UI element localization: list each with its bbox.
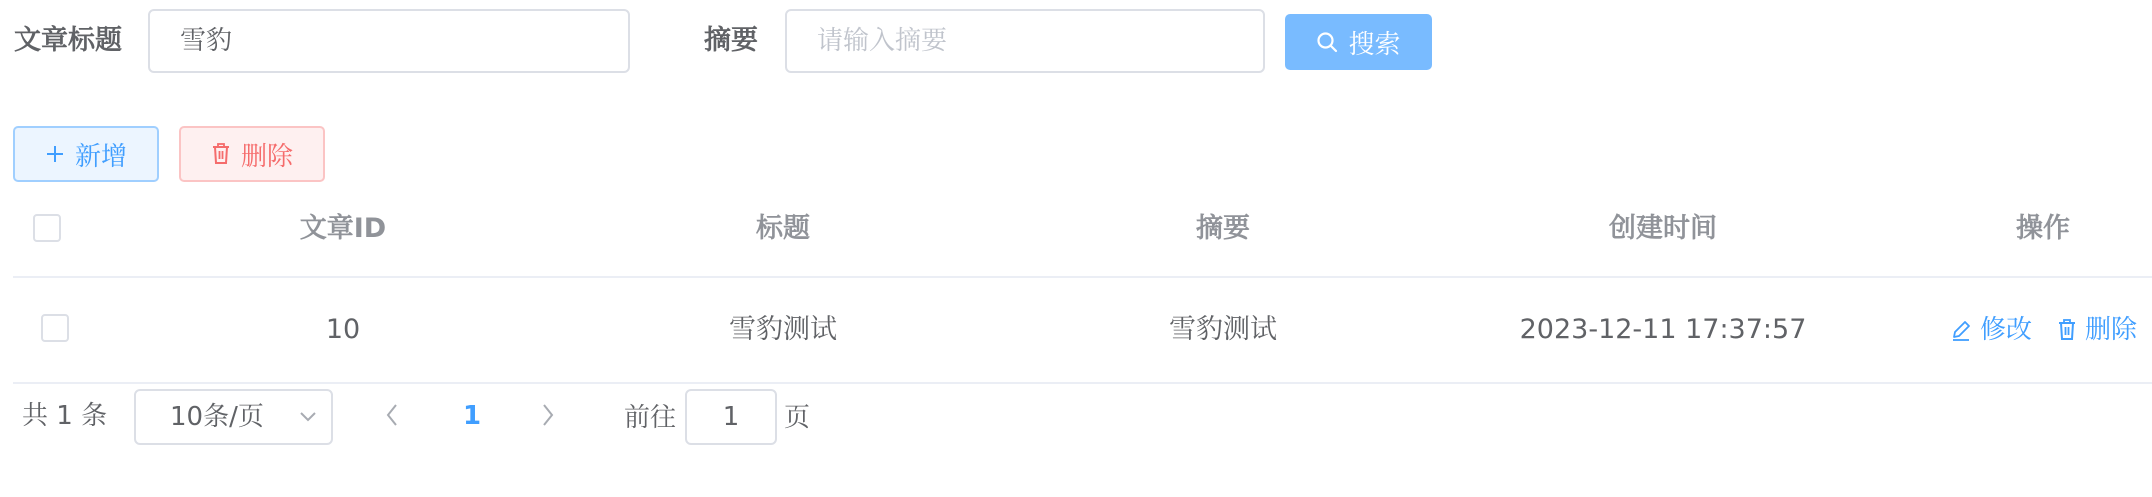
column-header-title: 标题	[756, 213, 810, 244]
add-button[interactable]	[13, 126, 159, 182]
chevron-left-icon	[384, 402, 400, 428]
trash-icon	[211, 143, 231, 165]
table-row	[0, 278, 2152, 382]
row-checkbox[interactable]	[41, 314, 69, 342]
summary-input[interactable]: 请输入摘要	[785, 9, 1265, 73]
column-header-created: 创建时间	[1609, 213, 1717, 244]
cell-title: 雪豹测试	[729, 314, 837, 345]
edit-link-label: 修改	[1980, 315, 2033, 345]
search-button[interactable]	[1285, 14, 1432, 70]
row-divider	[13, 382, 2152, 384]
cell-summary: 雪豹测试	[1169, 314, 1277, 345]
plus-icon	[45, 144, 65, 164]
next-page-button[interactable]	[540, 402, 556, 428]
summary-label: 摘要	[704, 25, 758, 56]
search-button-label: 搜索	[1348, 29, 1401, 60]
add-button-label: 新增	[74, 141, 127, 172]
cell-id: 10	[325, 314, 361, 345]
trash-icon	[2057, 319, 2077, 341]
batch-delete-label: 删除	[240, 141, 293, 172]
column-header-actions: 操作	[2016, 213, 2070, 244]
goto-label: 前往	[624, 403, 677, 433]
page-number-current[interactable]: 1	[463, 401, 482, 431]
search-icon	[1316, 31, 1338, 53]
chevron-down-icon	[299, 409, 317, 423]
goto-page-input[interactable]: 1	[685, 389, 777, 445]
page-size-value: 10条/页	[170, 402, 264, 432]
cell-created: 2023-12-11 17:37:57	[1519, 314, 1807, 345]
page-suffix-label: 页	[784, 403, 811, 433]
edit-icon	[1950, 319, 1972, 341]
edit-link[interactable]	[1950, 313, 2032, 347]
row-delete-link[interactable]	[2057, 313, 2137, 347]
title-label: 文章标题	[14, 25, 122, 56]
page-size-select[interactable]	[134, 389, 333, 445]
column-header-summary: 摘要	[1196, 213, 1250, 244]
title-input[interactable]: 雪豹	[148, 9, 630, 73]
prev-page-button[interactable]	[384, 402, 400, 428]
batch-delete-button[interactable]	[179, 126, 325, 182]
chevron-right-icon	[540, 402, 556, 428]
pagination-total: 共 1 条	[22, 401, 108, 431]
column-header-id: 文章ID	[299, 213, 387, 244]
row-delete-label: 删除	[2085, 315, 2138, 345]
select-all-checkbox[interactable]	[33, 214, 61, 242]
